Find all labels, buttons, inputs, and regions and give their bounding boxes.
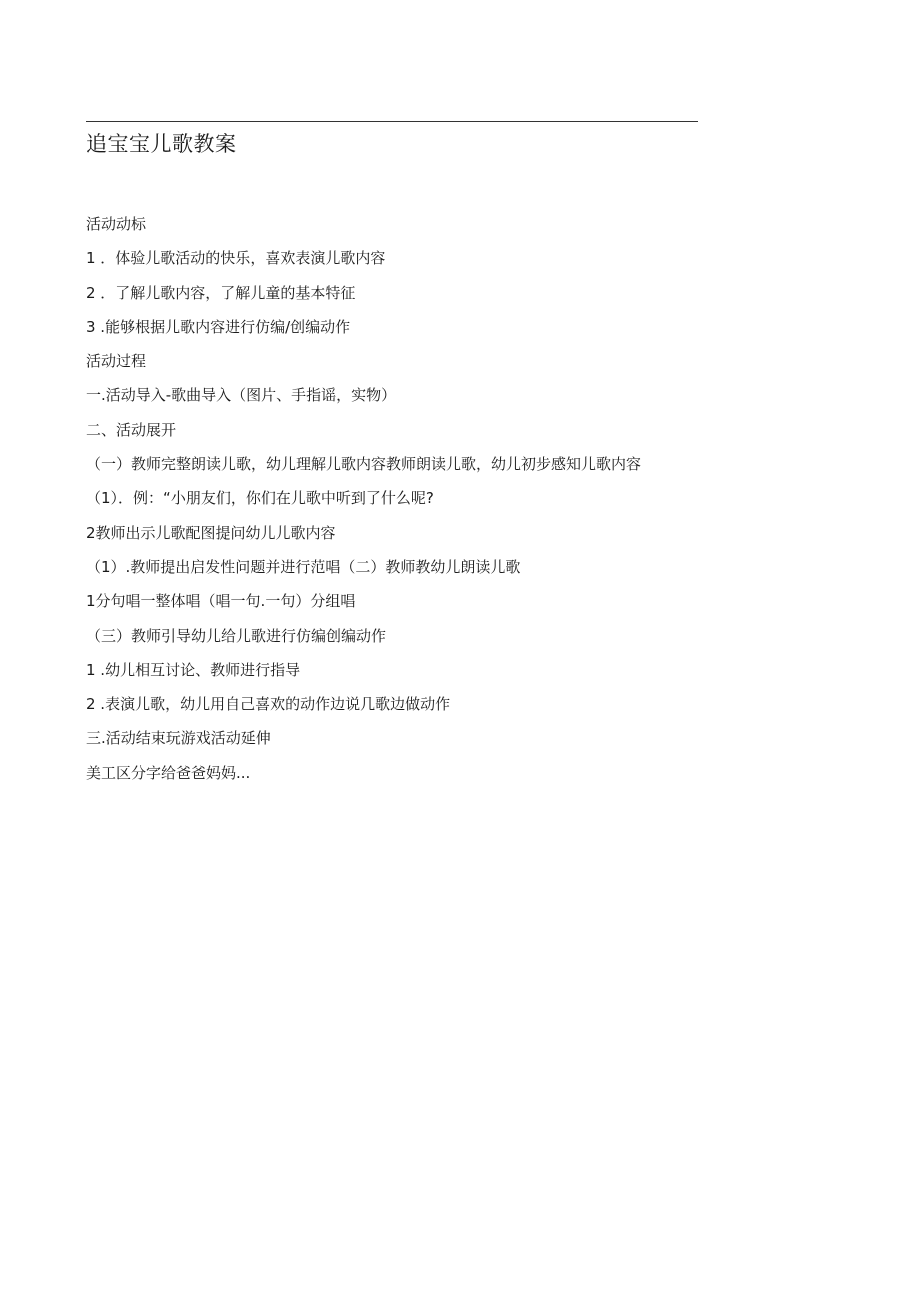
process-step: 美工区分字给爸爸妈妈... [86, 763, 251, 782]
document-body [86, 211, 706, 794]
process-step: （1）．例：“小朋友们，你们在儿歌中听到了什么呢? [86, 489, 434, 508]
header-rule [86, 121, 698, 122]
process-step: （三）教师引导幼儿给儿歌进行仿编创编动作 [86, 626, 387, 645]
process-step: 1分句唱一整体唱（唱一句.一句）分组唱 [86, 592, 356, 611]
section-heading-process: 活动过程 [86, 352, 147, 371]
section-heading-objectives: 活动动标 [86, 215, 147, 233]
process-step: 2教师出示儿歌配图提问幼儿儿歌内容 [86, 523, 336, 542]
objective-item: 3 .能够根据儿歌内容进行仿编/创编动作 [86, 317, 351, 336]
process-step: 二、活动展开 [86, 420, 177, 439]
document-title: 追宝宝儿歌教案 [86, 132, 237, 156]
process-step: （一）教师完整朗读儿歌，幼儿理解儿歌内容教师朗读儿歌，幼儿初步感知儿歌内容 [86, 455, 642, 474]
objective-item: 1 ．体验儿歌活动的快乐，喜欢表演儿歌内容 [86, 249, 386, 268]
process-step: 三.活动结束玩游戏活动延伸 [86, 729, 271, 748]
process-step: 一.活动导入-歌曲导入（图片、手指谣，实物） [86, 386, 397, 405]
process-step: 1 .幼儿相互讨论、教师进行指导 [86, 660, 301, 679]
process-step: 2 .表演儿歌，幼儿用自己喜欢的动作边说几歌边做动作 [86, 695, 451, 714]
process-step: （1）.教师提出启发性问题并进行范唱（二）教师教幼儿朗读儿歌 [86, 557, 521, 576]
objective-item: 2 ．了解儿歌内容，了解儿童的基本特征 [86, 283, 356, 302]
